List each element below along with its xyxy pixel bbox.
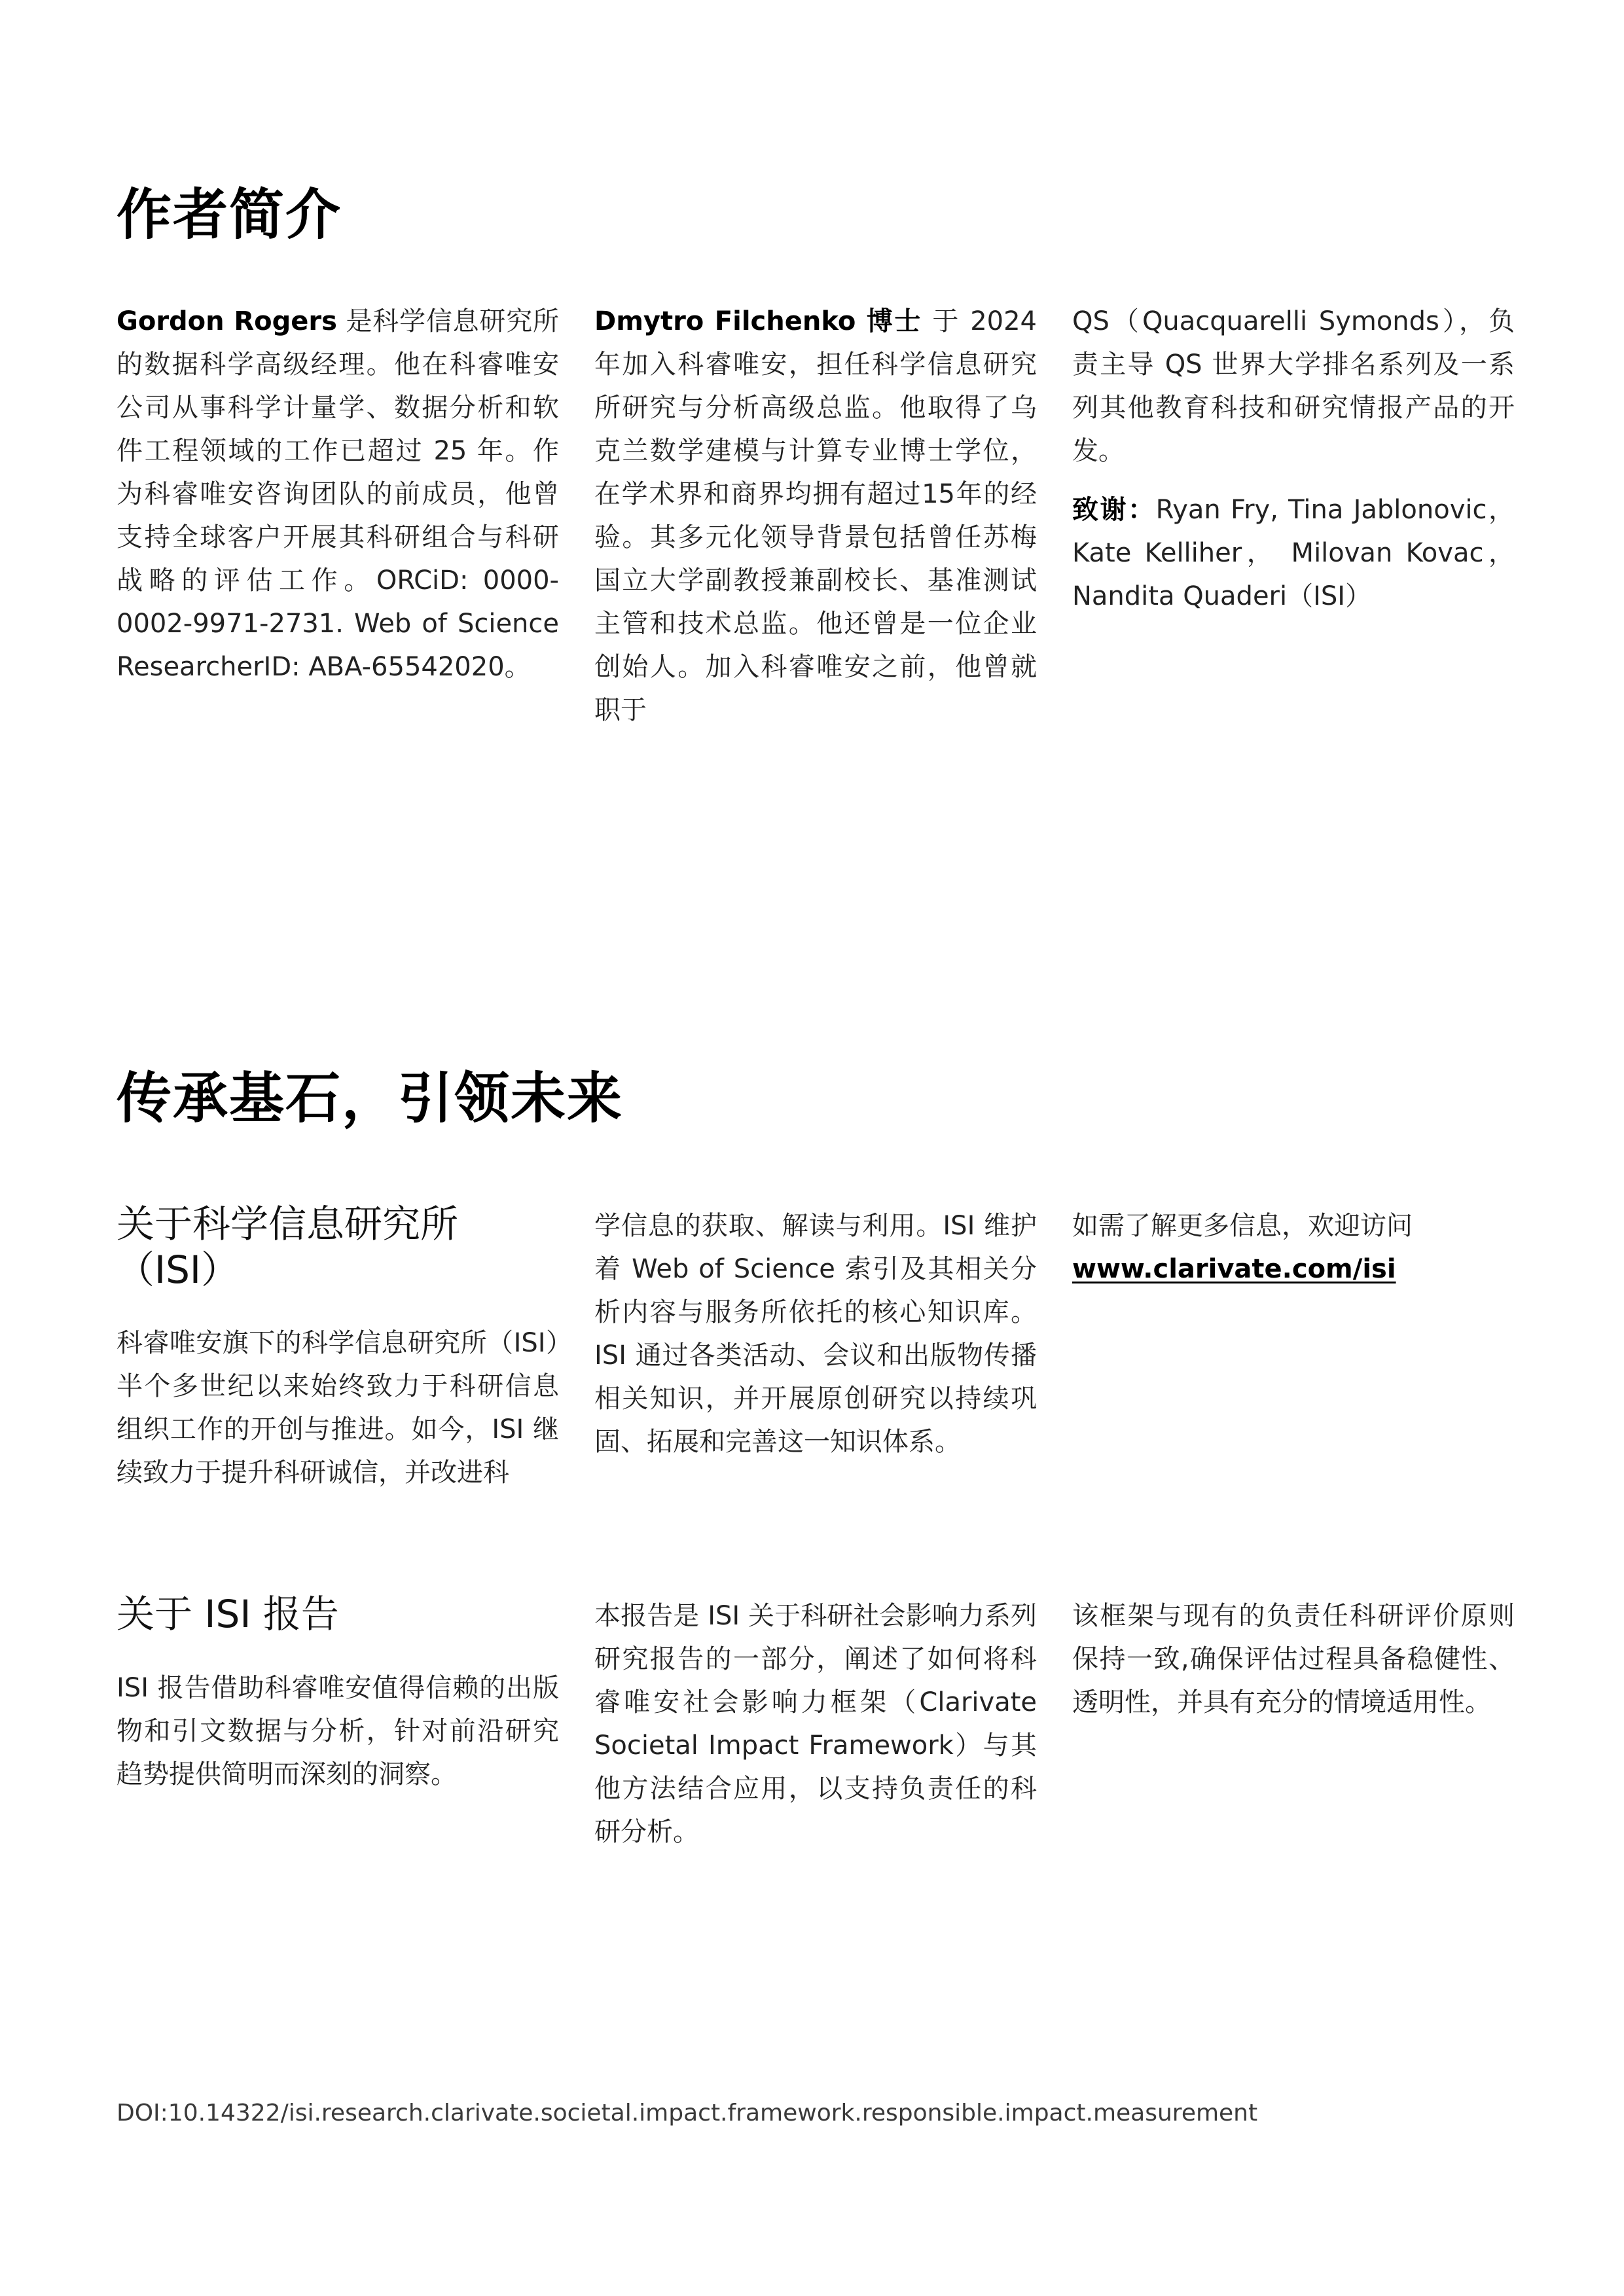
about-isi-more-info: 如需了解更多信息，欢迎访问 [1072,1211,1413,1241]
author-bio-gordon [117,300,559,689]
author-bio-gordon-text: 是科学信息研究所的数据科学高级经理。他在科睿唯安公司从事科学计量学、数据分析和软件工程领域的工作已超过 25 年。作为科睿唯安咨询团队的前成员，他曾支持全球客户开展其科研组合与科研战略的评估工作。ORCiD: 0000-0002-9971-2731. Web of Science ResearcherID: ABA-65542020。 [117,306,559,682]
author-bio-dmytro-text: 于 2024 年加入科睿唯安，担任科学信息研究所研究与分析高级总监。他取得了乌克兰数学建模与计算专业博士学位，在学术界和商界均拥有超过15年的经验。其多元化领导背景包括曾任苏梅国立大学副教授兼副校长、基准测试主管和技术总监。他还曾是一位企业创始人。加入科睿唯安之前，他曾就职于 [594,306,1037,725]
author-name-dmytro: Dmytro Filchenko 博士 [594,306,923,336]
doi-footer: DOI:10.14322/isi.research.clarivate.societal.impact.framework.responsible.impact.measurement [117,2100,1258,2126]
about-isi-col3 [1072,1204,1515,1291]
about-isi-heading: 关于科学信息研究所（ISI） [117,1202,459,1292]
isi-website-link[interactable]: www.clarivate.com/isi [1072,1254,1396,1284]
legacy-section-title: 传承基石，引领未来 [117,1066,624,1130]
about-reports-text-3: 该框架与现有的负责任科研评价原则保持一致,确保评估过程具备稳健性、透明性，并具有充分的情境适用性。 [1072,1601,1515,1717]
about-isi-text-2: 学信息的获取、解读与利用。ISI 维护着 Web of Science 索引及其相关分析内容与服务所依托的核心知识库。ISI 通过各类活动、会议和出版物传播相关知识，并开展原创研究以持续巩固、拓展和完善这一知识体系。 [594,1211,1037,1457]
author-bio-dmytro-continued: QS（Quacquarelli Symonds），负责主导 QS 世界大学排名系列及一系列其他教育科技和研究情报产品的开发。 [1072,306,1515,466]
acknowledgements-label: 致谢： [1072,495,1156,525]
authors-section-title: 作者简介 [117,183,342,247]
about-isi-col1 [117,1202,559,1494]
about-reports-col1 [117,1592,559,1796]
acknowledgements-text: Ryan Fry, Tina Jablonovic，Kate Kelliher， Milovan Kovac，Nandita Quaderi（ISI） [1072,495,1515,611]
about-isi-text-1: 科睿唯安旗下的科学信息研究所（ISI）半个多世纪以来始终致力于科研信息组织工作的开创与推进。如今，ISI 继续致力于提升科研诚信，并改进科 [117,1328,559,1488]
about-reports-text-2: 本报告是 ISI 关于科研社会影响力系列研究报告的一部分，阐述了如何将科睿唯安社会影响力框架（Clarivate Societal Impact Framework）与其他方法结合应用，以支持负责任的科研分析。 [594,1601,1037,1847]
acknowledgements [1072,488,1515,618]
about-reports-text-1: ISI 报告借助科睿唯安值得信赖的出版物和引文数据与分析，针对前沿研究趋势提供简明而深刻的洞察。 [117,1672,559,1789]
author-bio-dmytro [594,300,1037,732]
about-reports-heading: 关于 ISI 报告 [117,1592,339,1636]
author-name-gordon: Gordon Rogers [117,306,337,336]
author-bio-continued [1072,300,1515,618]
